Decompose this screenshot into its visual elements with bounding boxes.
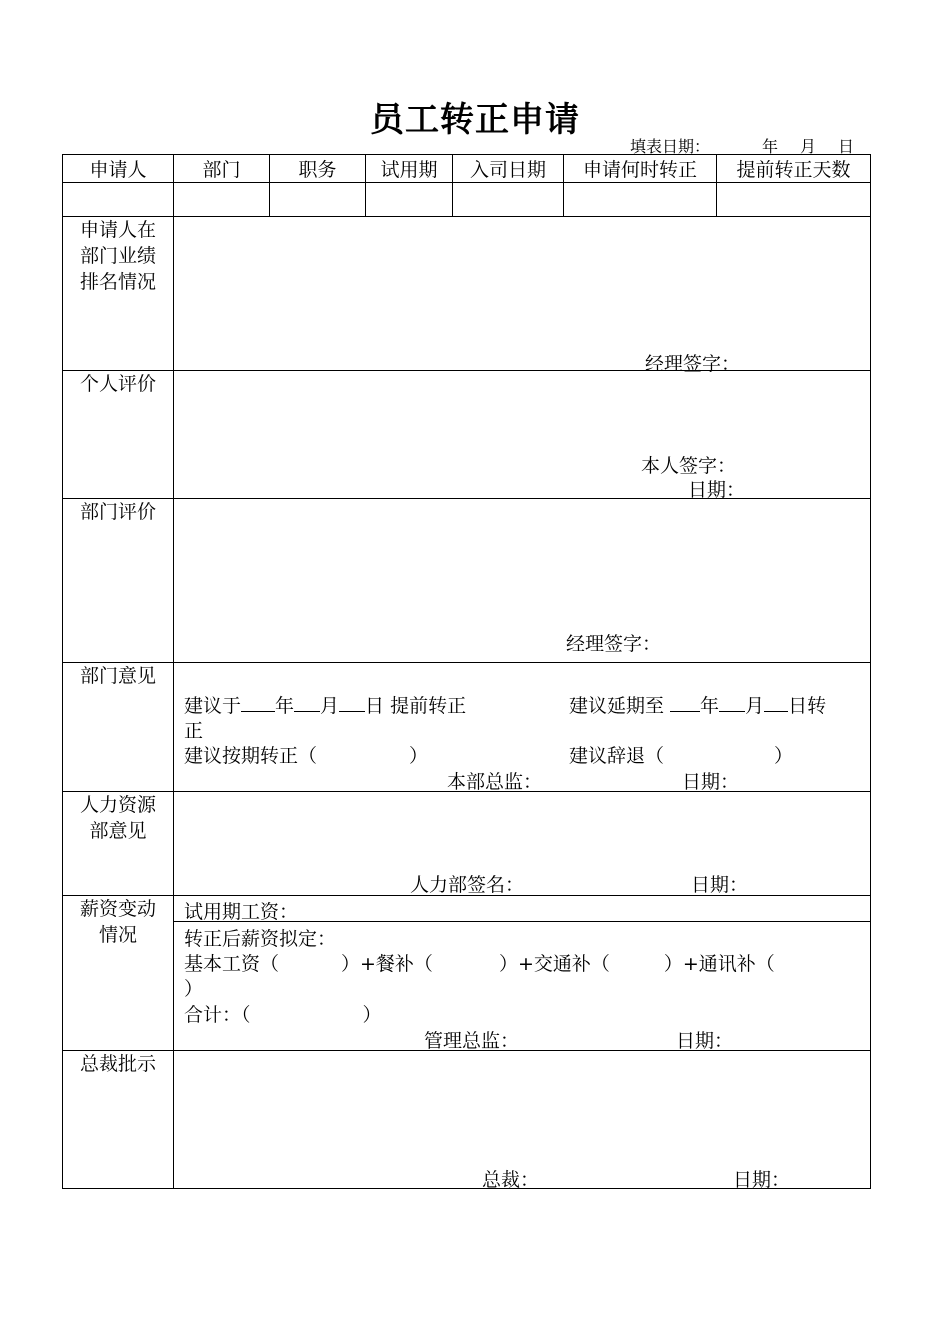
department-cell[interactable] <box>174 183 270 217</box>
admin-director-label: 管理总监： <box>424 1030 520 1052</box>
president-label-line: 总裁批示 <box>79 1053 156 1075</box>
header-regularize-when: 申请何时转正 <box>564 155 717 183</box>
dept-eval-label-line: 部门评价 <box>79 501 156 523</box>
header-join-date: 入司日期 <box>453 155 564 183</box>
header-department: 部门 <box>174 155 270 183</box>
delay-year-blank[interactable] <box>670 693 700 712</box>
performance-label-line: 申请人在 <box>79 219 156 241</box>
dept-opinion-content <box>174 663 871 792</box>
delay-year-text: 年 <box>700 695 720 717</box>
salary-content <box>174 896 871 1051</box>
salary-label-line: 薪资变动 <box>79 898 156 920</box>
header-applicant: 申请人 <box>63 155 174 183</box>
meal-allowance-text: ）+餐补（ <box>341 953 433 975</box>
self-eval-label-line: 个人评价 <box>79 373 156 395</box>
comm-allowance-text: ）+通讯补（ <box>663 953 775 975</box>
salary-breakdown-close: ） <box>184 978 204 1000</box>
delay-day-text: 日转 <box>788 695 827 717</box>
dept-manager-signature-label: 经理签字： <box>566 633 662 655</box>
president-signature-label: 总裁： <box>482 1169 540 1191</box>
hr-opinion-label-line: 部意见 <box>89 820 147 842</box>
dept-opinion-date-label: 日期： <box>682 771 740 793</box>
dismiss-option[interactable] <box>569 741 793 768</box>
applicant-info-row <box>63 183 871 217</box>
performance-content[interactable] <box>174 217 871 375</box>
fill-date-year: 年 <box>762 137 779 156</box>
hr-opinion-content[interactable] <box>174 792 871 896</box>
advance-day-text: 日 提前转正 <box>365 695 467 717</box>
fill-date-month: 月 <box>800 137 817 156</box>
delay-text: 建议延期至 <box>569 695 671 717</box>
advance-month-blank[interactable] <box>294 693 320 712</box>
president-content[interactable] <box>174 1051 871 1189</box>
performance-label <box>63 217 174 371</box>
fill-date-label: 填表日期： <box>630 137 711 156</box>
performance-label-line: 部门业绩 <box>79 245 156 267</box>
president-date-label: 日期： <box>733 1169 791 1191</box>
dept-eval-label <box>63 499 174 663</box>
position-cell[interactable] <box>270 183 366 217</box>
hr-opinion-row <box>63 792 871 896</box>
advance-text: 建议于 <box>184 695 242 717</box>
self-eval-row <box>63 371 871 499</box>
delay-day-blank[interactable] <box>764 693 788 712</box>
dept-opinion-row <box>63 663 871 792</box>
hr-date-label: 日期： <box>691 874 749 896</box>
self-eval-content[interactable] <box>174 371 871 499</box>
delay-month-blank[interactable] <box>719 693 745 712</box>
salary-divider <box>174 921 870 922</box>
president-label <box>63 1051 174 1189</box>
performance-label-line: 排名情况 <box>79 271 156 293</box>
advance-regularize-option[interactable] <box>184 691 466 718</box>
advance-month-text: 月 <box>320 695 340 717</box>
join-date-cell[interactable] <box>453 183 564 217</box>
president-row <box>63 1051 871 1189</box>
hr-opinion-label-line: 人力资源 <box>79 794 156 816</box>
application-form <box>62 154 871 1189</box>
dismiss-text: 建议辞退（ <box>569 745 665 767</box>
delay-month-text: 月 <box>745 695 765 717</box>
header-row <box>63 155 871 183</box>
dept-eval-content[interactable] <box>174 499 871 663</box>
dept-opinion-label-line: 部门意见 <box>79 665 156 687</box>
salary-label <box>63 896 174 1051</box>
salary-total-text: 合计：（ <box>184 1004 251 1026</box>
hr-signature-label: 人力部签名： <box>410 874 525 896</box>
delay-text-wrap: 正 <box>184 720 204 742</box>
probation-cell[interactable] <box>366 183 453 217</box>
advance-days-cell[interactable] <box>717 183 871 217</box>
salary-row <box>63 896 871 1051</box>
applicant-cell[interactable] <box>63 183 174 217</box>
dismiss-close: ） <box>774 745 794 767</box>
transport-allowance-text: ）+交通补（ <box>498 953 610 975</box>
dept-director-label: 本部总监： <box>447 771 543 793</box>
self-date-label: 日期： <box>688 479 746 501</box>
page-title: 员工转正申请 <box>370 100 580 140</box>
base-wage-text: 基本工资（ <box>184 953 280 975</box>
self-eval-label <box>63 371 174 499</box>
on-time-close: ） <box>409 745 429 767</box>
fill-date-day: 日 <box>838 137 855 156</box>
on-time-regularize-option[interactable] <box>184 741 428 768</box>
advance-day-blank[interactable] <box>339 693 365 712</box>
salary-total-close: ） <box>362 1004 382 1026</box>
header-position: 职务 <box>270 155 366 183</box>
self-signature-label: 本人签字： <box>641 455 737 477</box>
probation-wage-label: 试用期工资： <box>184 901 299 923</box>
delay-regularize-option[interactable] <box>569 691 826 718</box>
dept-eval-row <box>63 499 871 663</box>
manager-signature-label: 经理签字： <box>645 353 741 375</box>
regularize-when-cell[interactable] <box>564 183 717 217</box>
dept-opinion-label <box>63 663 174 792</box>
header-advance-days: 提前转正天数 <box>717 155 871 183</box>
salary-date-label: 日期： <box>676 1030 734 1052</box>
salary-total-line[interactable] <box>184 1000 382 1027</box>
hr-opinion-label <box>63 792 174 896</box>
advance-year-blank[interactable] <box>241 693 275 712</box>
advance-year-text: 年 <box>275 695 295 717</box>
on-time-text: 建议按期转正（ <box>184 745 318 767</box>
header-probation: 试用期 <box>366 155 453 183</box>
performance-row <box>63 217 871 371</box>
salary-breakdown-line[interactable] <box>184 949 775 976</box>
salary-label-line: 情况 <box>98 924 137 946</box>
after-wage-label: 转正后薪资拟定： <box>184 928 337 950</box>
